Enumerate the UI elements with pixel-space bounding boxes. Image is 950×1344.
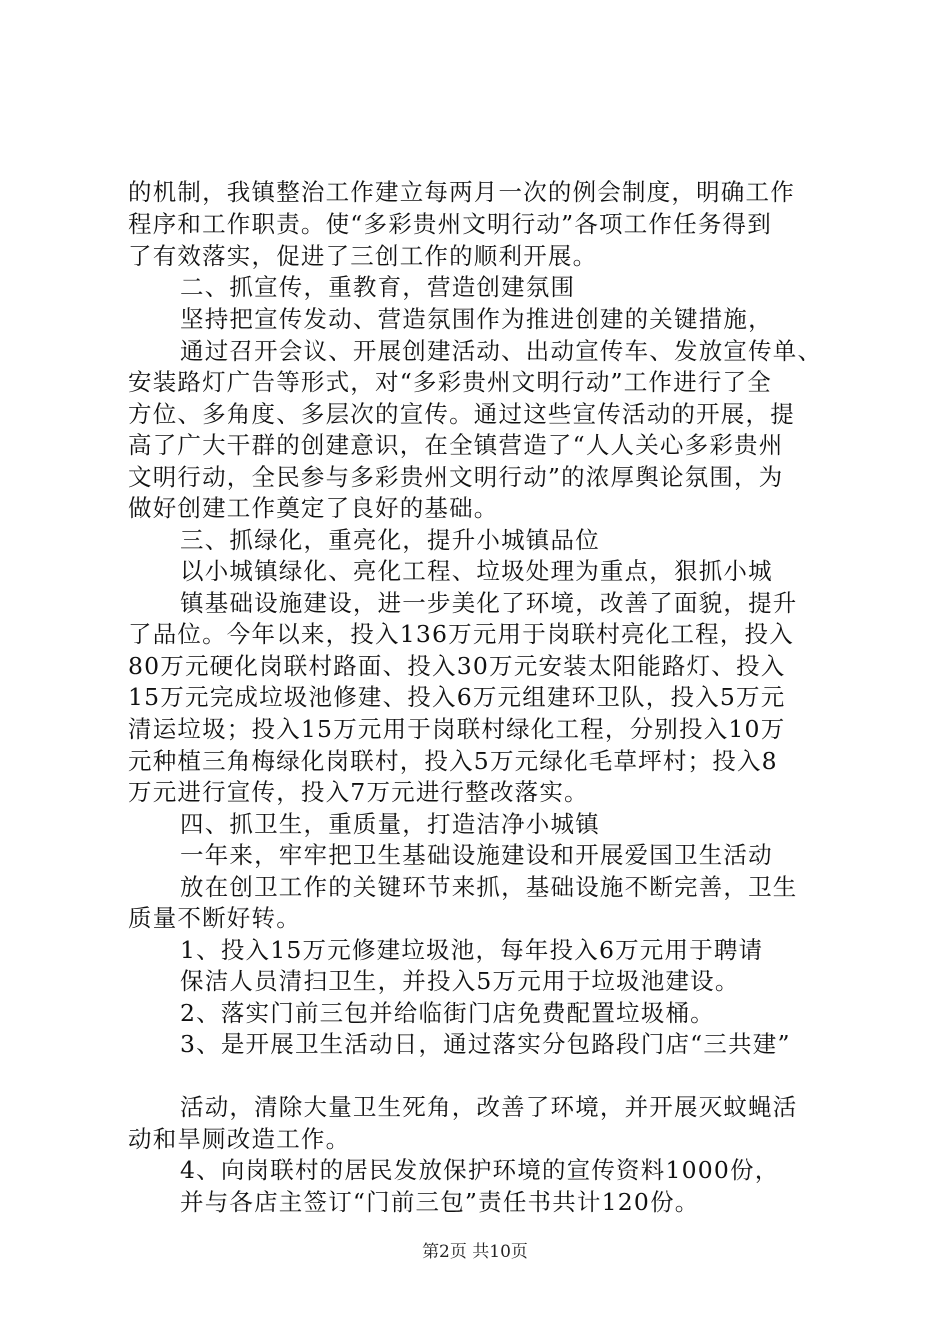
list-item: 2、落实门前三包并给临街门店免费配置垃圾桶。 — [180, 999, 715, 1027]
text-line: 活动，清除大量卫生死角，改善了环境，并开展灭蚊蝇活 — [180, 1093, 798, 1121]
text-line: 80万元硬化岗联村路面、投入30万元安装太阳能路灯、投入 — [128, 652, 786, 680]
list-item: 1、投入15万元修建垃圾池，每年投入6万元用于聘请 — [180, 936, 764, 964]
text-line: 放在创卫工作的关键环节来抓，基础设施不断完善，卫生 — [180, 873, 798, 901]
text-line: 15万元完成垃圾池修建、投入6万元组建环卫队，投入5万元 — [128, 683, 786, 711]
section-heading: 二、抓宣传，重教育，营造创建氛围 — [180, 273, 576, 301]
text-line: 了品位。今年以来，投入136万元用于岗联村亮化工程，投入 — [128, 620, 794, 648]
page-number-footer: 第2页 共10页 — [422, 1242, 528, 1262]
text-line: 通过召开会议、开展创建活动、出动宣传车、发放宣传单、 — [180, 337, 823, 365]
text-line: 镇基础设施建设，进一步美化了环境，改善了面貌，提升 — [180, 589, 798, 617]
text-line: 元种植三角梅绿化岗联村，投入5万元绿化毛草坪村；投入8 — [128, 747, 778, 775]
text-line: 方位、多角度、多层次的宣传。通过这些宣传活动的开展，提 — [128, 400, 795, 428]
text-line: 文明行动，全民参与多彩贵州文明行动”的浓厚舆论氛围，为 — [128, 463, 784, 491]
text-line: 万元进行宣传，投入7万元进行整改落实。 — [128, 778, 589, 806]
text-line: 了有效落实，促进了三创工作的顺利开展。 — [128, 242, 598, 270]
text-line: 做好创建工作奠定了良好的基础。 — [128, 494, 499, 522]
text-line: 高了广大干群的创建意识，在全镇营造了“人人关心多彩贵州 — [128, 431, 784, 459]
text-line: 保洁人员清扫卫生，并投入5万元用于垃圾池建设。 — [180, 967, 740, 995]
text-line: 并与各店主签订“门前三包”责任书共计120份。 — [180, 1188, 700, 1216]
text-line: 的机制，我镇整治工作建立每两月一次的例会制度，明确工作 — [128, 178, 795, 206]
text-line: 动和旱厕改造工作。 — [128, 1125, 351, 1153]
section-heading: 四、抓卫生，重质量，打造洁净小城镇 — [180, 810, 600, 838]
text-line: 以小城镇绿化、亮化工程、垃圾处理为重点，狠抓小城 — [180, 557, 773, 585]
text-line: 程序和工作职责。使“多彩贵州文明行动”各项工作任务得到 — [128, 210, 772, 238]
section-heading: 三、抓绿化，重亮化，提升小城镇品位 — [180, 526, 600, 554]
text-line: 安装路灯广告等形式，对“多彩贵州文明行动”工作进行了全 — [128, 368, 772, 396]
text-line: 清运垃圾；投入15万元用于岗联村绿化工程，分别投入10万 — [128, 715, 786, 743]
text-line: 一年来，牢牢把卫生基础设施建设和开展爱国卫生活动 — [180, 841, 773, 869]
list-item: 3、是开展卫生活动日，通过落实分包路段门店“三共建” — [180, 1030, 791, 1058]
list-item: 4、向岗联村的居民发放保护环境的宣传资料1000份， — [180, 1156, 780, 1184]
text-line: 坚持把宣传发动、营造氛围作为推进创建的关键措施， — [180, 305, 773, 333]
text-line: 质量不断好转。 — [128, 904, 301, 932]
